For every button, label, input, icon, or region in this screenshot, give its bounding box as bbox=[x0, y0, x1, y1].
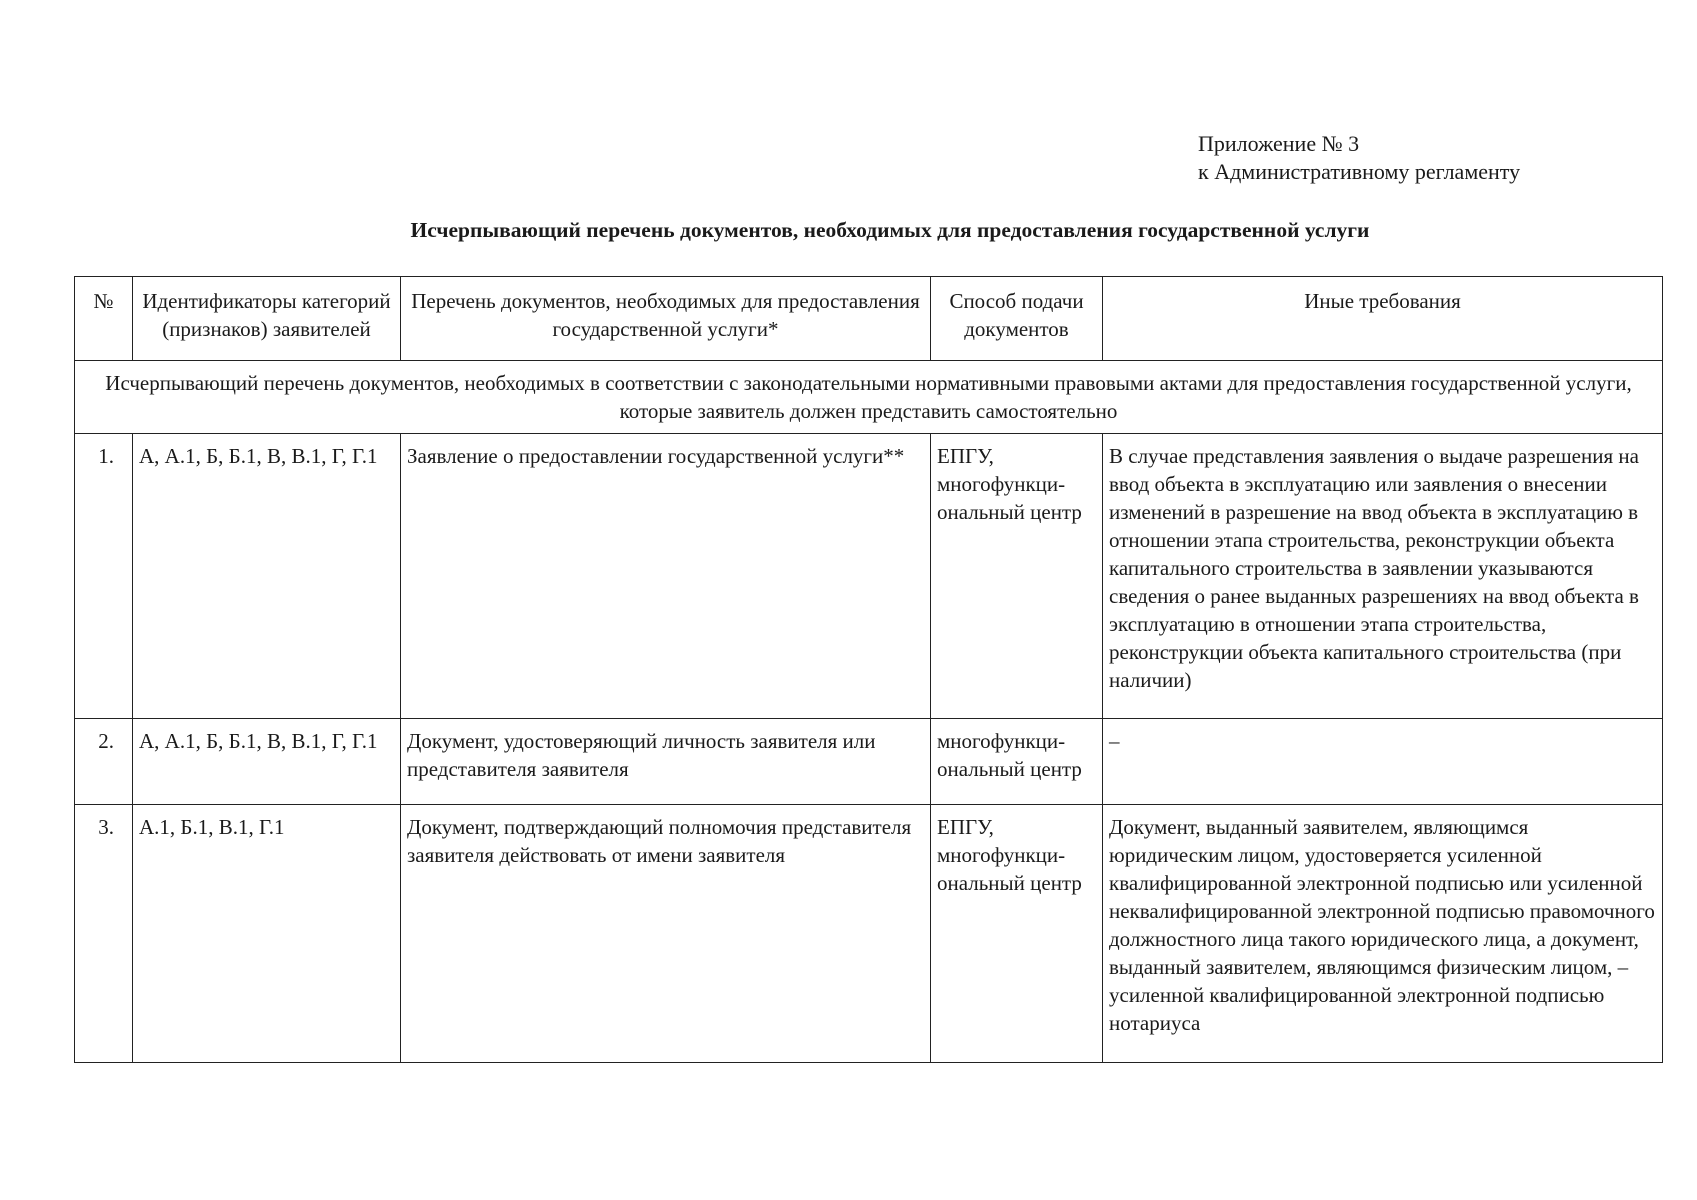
row-document: Документ, удостоверяющий личность заявителя или представителя заявителя bbox=[401, 719, 931, 805]
row-document: Документ, подтверждающий полномочия представителя заявителя действовать от имени заявителя bbox=[401, 805, 931, 1063]
header-method: Способ подачи документов bbox=[931, 277, 1103, 361]
header-other: Иные требования bbox=[1103, 277, 1663, 361]
row-other: В случае представления заявления о выдаче разрешения на ввод объекта в эксплуатацию или заявления о внесении изменений в разрешение на ввод объекта в эксплуатацию в отношении этапа строительства, реконструкции объекта капитального строительства в заявлении указываются сведения о ранее выданных разрешениях на ввод объекта в эксплуатацию в отношении этапа строительства, реконструкции объекта капитального строительства (при наличии) bbox=[1103, 434, 1663, 719]
table-header-row bbox=[75, 277, 1663, 361]
row-method: многофункци-ональный центр bbox=[931, 719, 1103, 805]
row-categories: А, А.1, Б, Б.1, В, В.1, Г, Г.1 bbox=[133, 434, 401, 719]
row-number: 1. bbox=[75, 434, 133, 719]
table-row bbox=[75, 719, 1663, 805]
table-row bbox=[75, 434, 1663, 719]
document-title: Исчерпывающий перечень документов, необходимых для предоставления государственной услуги bbox=[410, 218, 1370, 242]
row-other: – bbox=[1103, 719, 1663, 805]
header-categories: Идентификаторы категорий (признаков) заявителей bbox=[133, 277, 401, 361]
section-caption: Исчерпывающий перечень документов, необходимых в соответствии с законодательными нормативными правовыми актами для предоставления государственной услуги, которые заявитель должен представить самостоятельно bbox=[75, 361, 1663, 434]
row-method: ЕПГУ, многофункци-ональный центр bbox=[931, 434, 1103, 719]
documents-table bbox=[74, 276, 1663, 1063]
table-row bbox=[75, 805, 1663, 1063]
row-categories: А, А.1, Б, Б.1, В, В.1, Г, Г.1 bbox=[133, 719, 401, 805]
row-method: ЕПГУ, многофункци-ональный центр bbox=[931, 805, 1103, 1063]
annex-heading bbox=[1198, 130, 1520, 186]
table-section-row bbox=[75, 361, 1663, 434]
annex-number: Приложение № 3 bbox=[1198, 131, 1360, 156]
row-document: Заявление о предоставлении государственной услуги** bbox=[401, 434, 931, 719]
annex-reference: к Административному регламенту bbox=[1198, 159, 1521, 184]
row-number: 2. bbox=[75, 719, 133, 805]
row-number: 3. bbox=[75, 805, 133, 1063]
row-other: Документ, выданный заявителем, являющимся юридическим лицом, удостоверяется усиленной квалифицированной электронной подписью или усиленной неквалифицированной электронной подписью правомочного должностного лица такого юридического лица, а документ, выданный заявителем, являющимся физическим лицом, – усиленной квалифицированной электронной подписью нотариуса bbox=[1103, 805, 1663, 1063]
header-num: № bbox=[75, 277, 133, 361]
row-categories: А.1, Б.1, В.1, Г.1 bbox=[133, 805, 401, 1063]
header-documents: Перечень документов, необходимых для предоставления государственной услуги* bbox=[401, 277, 931, 361]
